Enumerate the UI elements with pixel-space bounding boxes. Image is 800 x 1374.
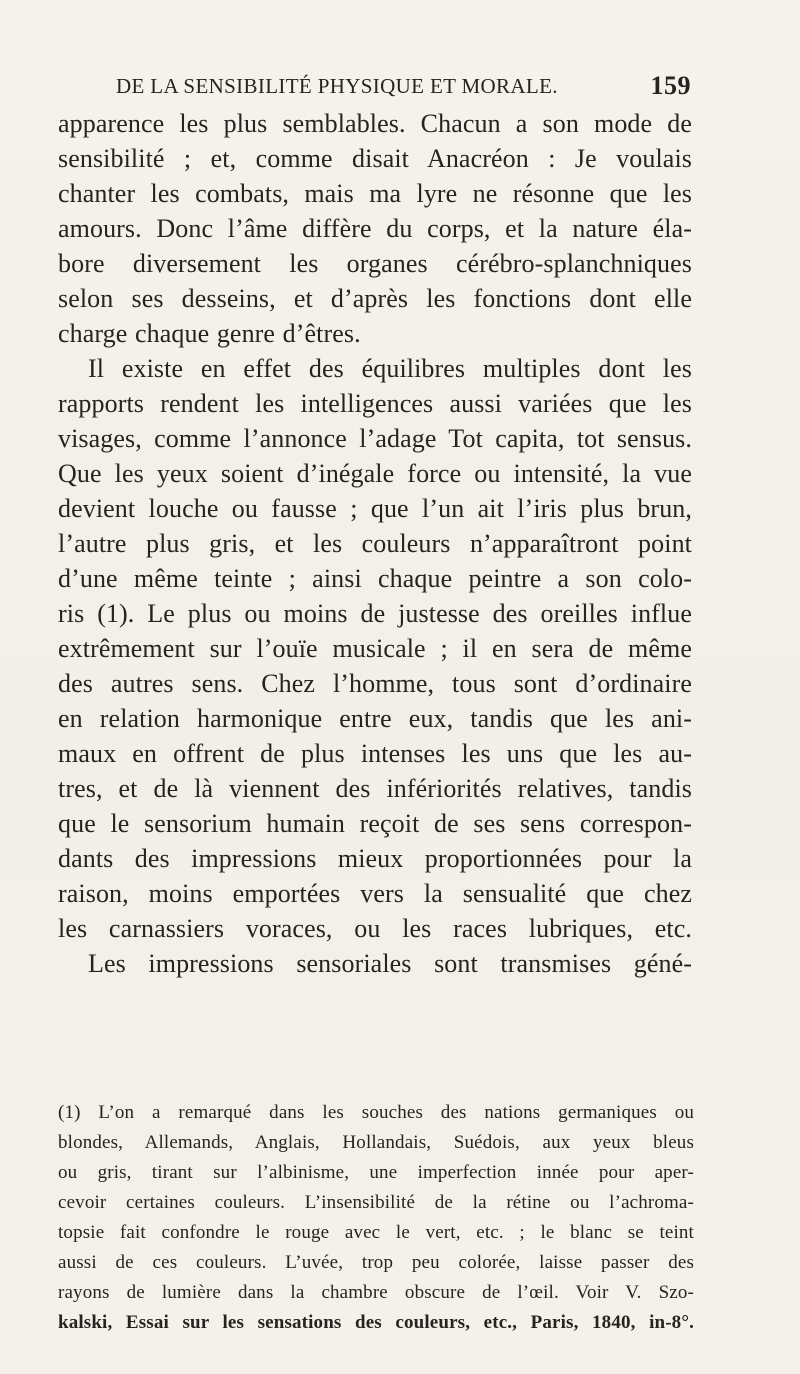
footnote-line: blondes, Allemands, Anglais, Hollandais, Suédois, aux yeux bleus: [58, 1132, 694, 1153]
running-head: DE LA SENSIBILITÉ PHYSIQUE ET MORALE.: [116, 74, 558, 98]
text-line: Les impressions sensoriales sont transmises géné-: [88, 949, 692, 978]
text-line: tres, et de là viennent des infériorités relatives, tandis: [58, 774, 692, 803]
page-number: 159: [650, 71, 691, 100]
text-line: bore diversement les organes cérébro-splanchniques: [58, 249, 692, 278]
text-line: sensibilité ; et, comme disait Anacréon : Je voulais: [58, 144, 692, 173]
main-text: [58, 106, 692, 981]
footnote-line: rayons de lumière dans la chambre obscure de l’œil. Voir V. Szo-: [58, 1282, 694, 1303]
text-line: l’autre plus gris, et les couleurs n’apparaîtront point: [58, 529, 692, 558]
text-line: rapports rendent les intelligences aussi variées que les: [58, 389, 692, 418]
text-line: maux en offrent de plus intenses les uns que les au-: [58, 739, 692, 768]
text-line: Que les yeux soient d’inégale force ou intensité, la vue: [58, 459, 692, 488]
text-line: en relation harmonique entre eux, tandis que les ani-: [58, 704, 692, 733]
text-line: devient louche ou fausse ; que l’un ait l’iris plus brun,: [58, 494, 692, 523]
text-line: extrêmement sur l’ouïe musicale ; il en sera de même: [58, 634, 692, 663]
footnote-line: kalski, Essai sur les sensations des couleurs, etc., Paris, 1840, in-8°.: [58, 1312, 694, 1333]
text-line: dants des impressions mieux proportionnées pour la: [58, 844, 692, 873]
text-line: ris (1). Le plus ou moins de justesse des oreilles influe: [58, 599, 692, 628]
page-header: [116, 71, 691, 106]
text-line: les carnassiers voraces, ou les races lubriques, etc.: [58, 914, 692, 943]
footnote-line: topsie fait confondre le rouge avec le vert, etc. ; le blanc se teint: [58, 1222, 694, 1243]
text-line: amours. Donc l’âme diffère du corps, et la nature éla-: [58, 214, 692, 243]
text-line: chanter les combats, mais ma lyre ne résonne que les: [58, 179, 692, 208]
text-line: visages, comme l’annonce l’adage Tot capita, tot sensus.: [58, 424, 692, 453]
text-line: des autres sens. Chez l’homme, tous sont d’ordinaire: [58, 669, 692, 698]
footnote-line: ou gris, tirant sur l’albinisme, une imperfection innée pour aper-: [58, 1162, 694, 1183]
text-line: d’une même teinte ; ainsi chaque peintre a son colo-: [58, 564, 692, 593]
text-line: Il existe en effet des équilibres multiples dont les: [88, 354, 692, 383]
text-line: apparence les plus semblables. Chacun a son mode de: [58, 109, 692, 138]
text-line: que le sensorium humain reçoit de ses sens correspon-: [58, 809, 692, 838]
text-line: charge chaque genre d’êtres.: [58, 319, 361, 348]
footnote-line: cevoir certaines couleurs. L’insensibilité de la rétine ou l’achroma-: [58, 1192, 694, 1213]
footnotes: [58, 1098, 694, 1338]
footnote-line: aussi de ces couleurs. L’uvée, trop peu colorée, laisse passer des: [58, 1252, 694, 1273]
text-line: raison, moins emportées vers la sensualité que chez: [58, 879, 692, 908]
footnote-line: (1) L’on a remarqué dans les souches des nations germaniques ou: [58, 1102, 694, 1123]
text-line: selon ses desseins, et d’après les fonctions dont elle: [58, 284, 692, 313]
